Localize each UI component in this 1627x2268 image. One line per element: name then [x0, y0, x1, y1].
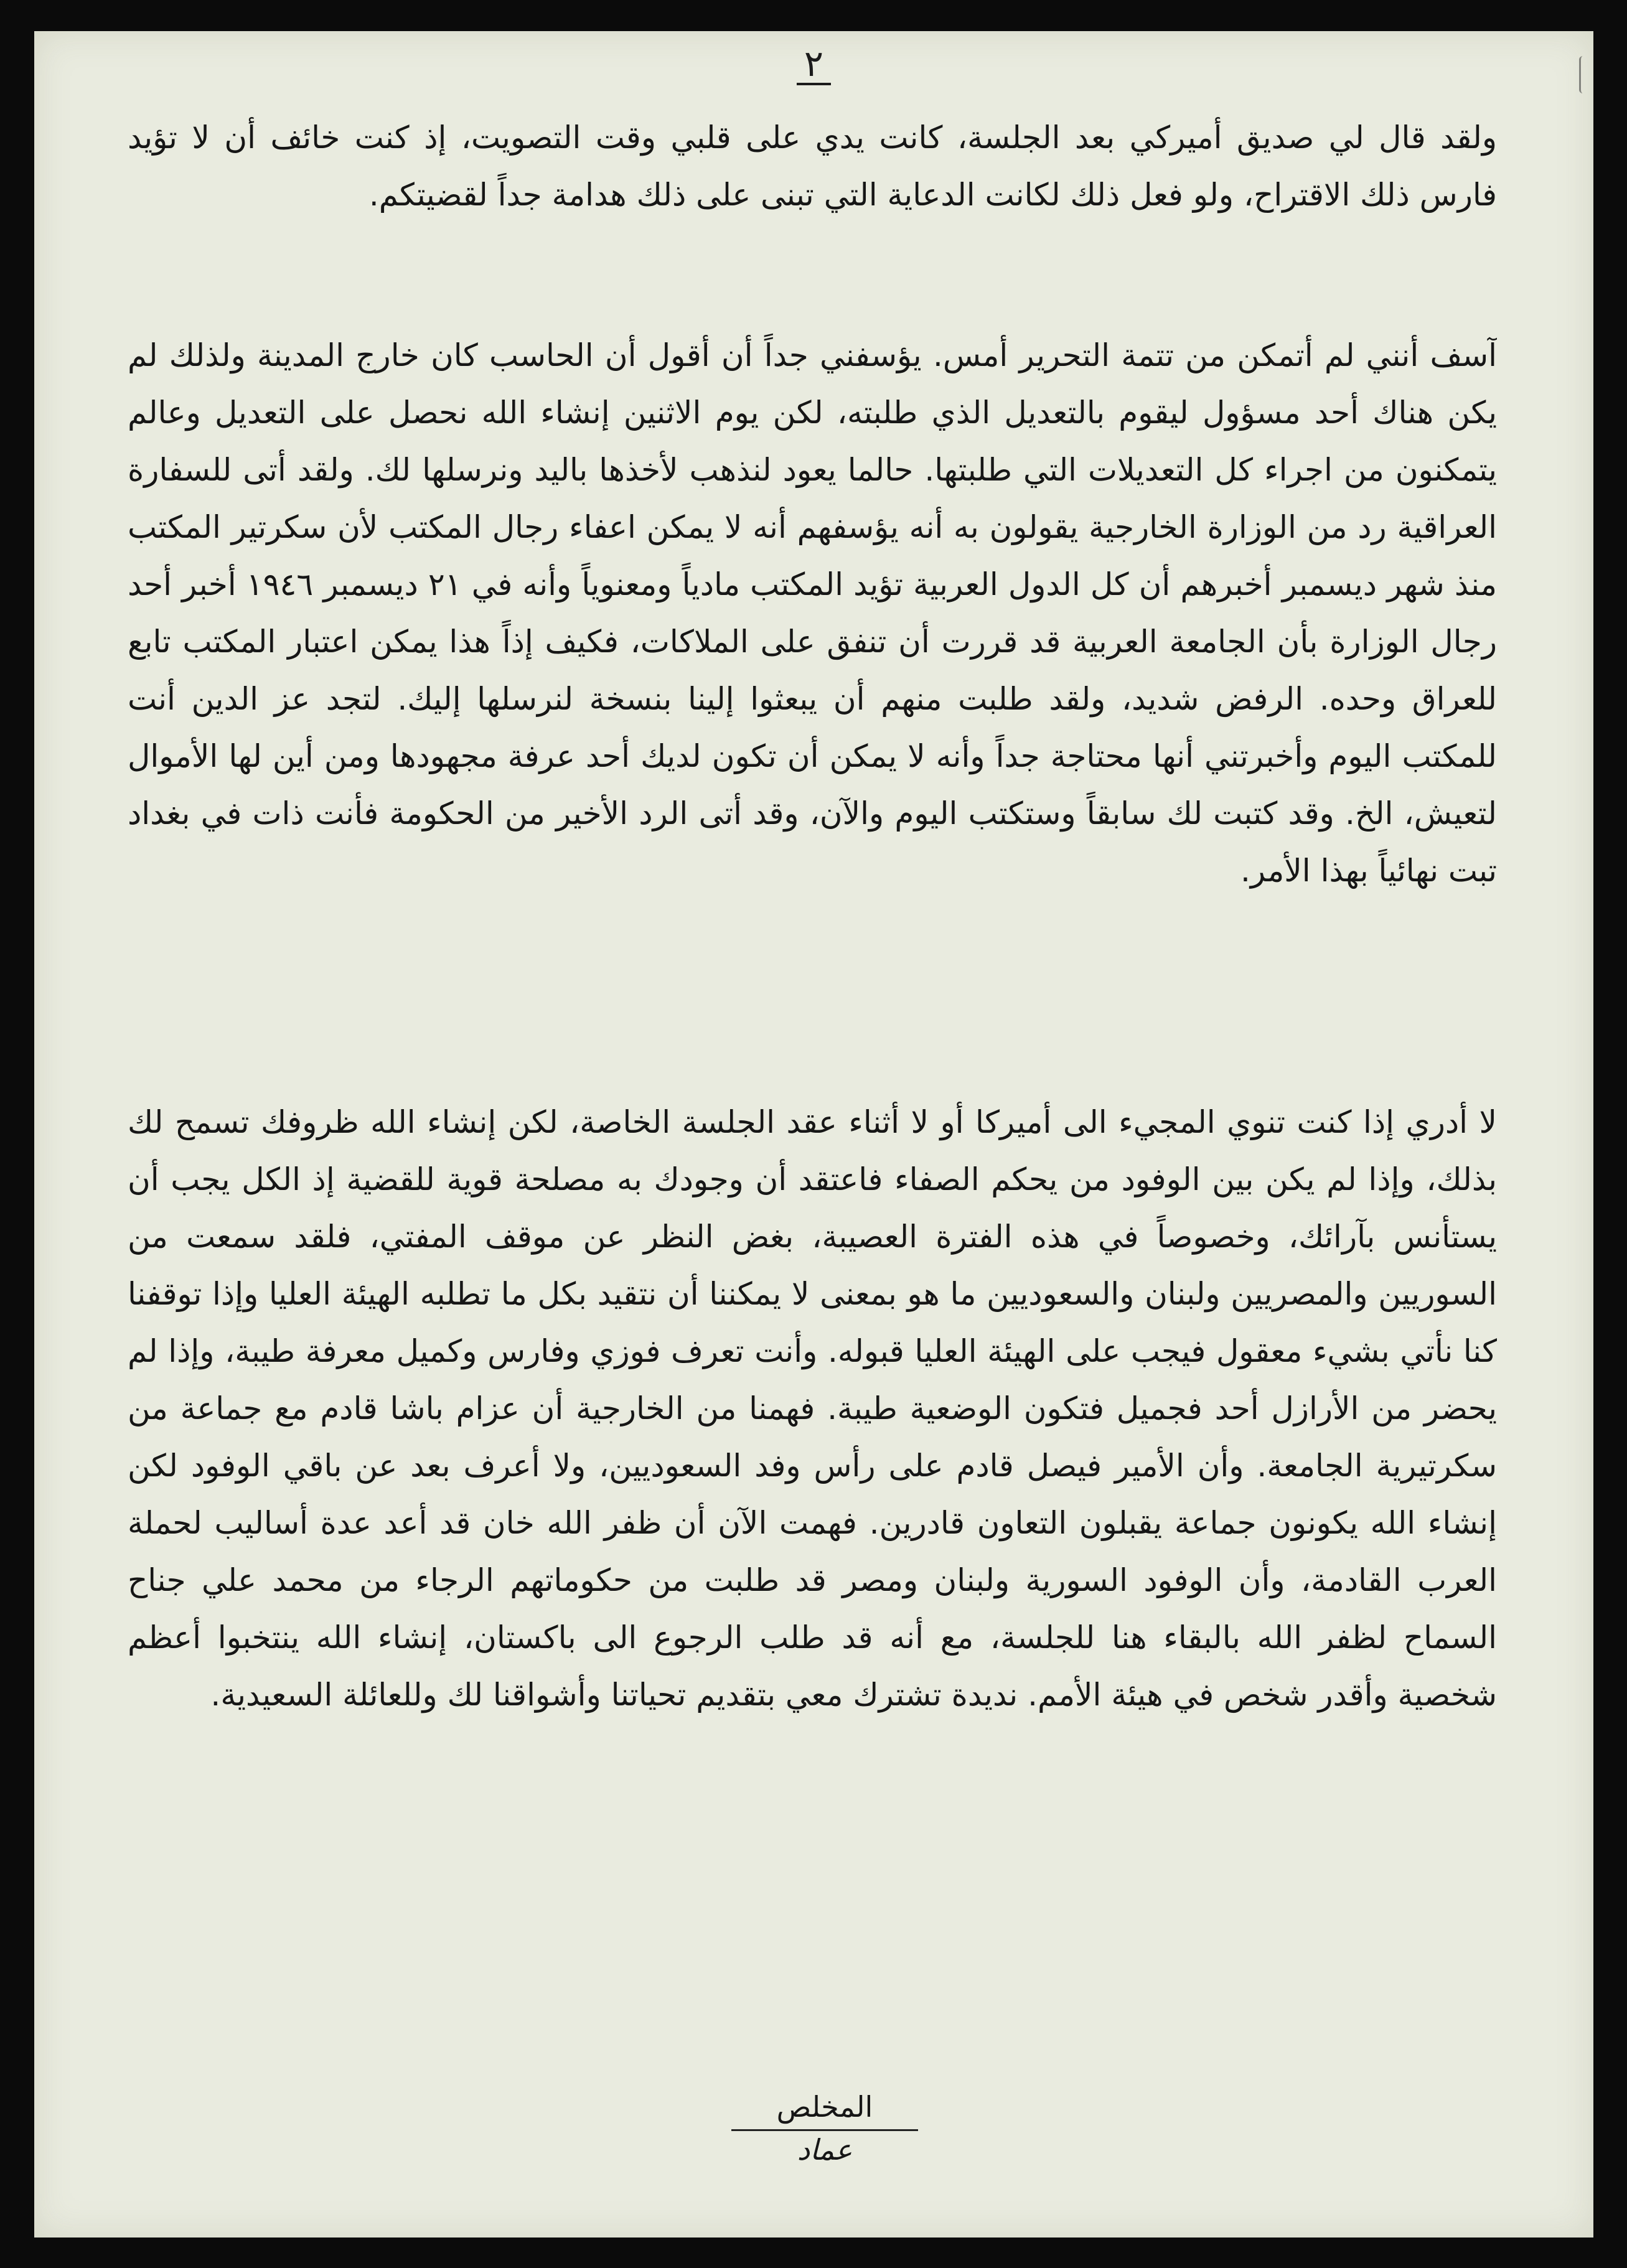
paragraph-3: لا أدري إذا كنت تنوي المجيء الى أميركا أو لا أثناء عقد الجلسة الخاصة، لكن إنشاء الله ظروفك تسمح لك بذلك، وإذا لم يكن بين الوفود من يحكم الصفاء فاعتقد أن وجودك به مصلحة قوية للقضية إذ الكل يجب أن يستأنس بآرائك، وخصوصاً في هذه الفترة العصيبة، بغض النظر عن موقف المفتي، فلقد سمعت من السوريين والمصريين ولبنان والسعوديين ما هو بمعنى لا يمكننا أن نتقيد بكل ما تطلبه الهيئة العليا وإذا توقفنا كنا نأتي بشيء معقول فيجب على الهيئة العليا قبوله. وأنت تعرف فوزي وفارس وكميل معرفة طيبة، وإذا لم يحضر من الأرازل أحد فجميل فتكون الوضعية طيبة. فهمنا من الخارجية أن عزام باشا قادم مع جماعة من سكرتيرية الجامعة. وأن الأمير فيصل قادم على رأس وفد السعوديين، ولا أعرف بعد عن باقي الوفود لكن إنشاء الله يكونون جماعة يقبلون التعاون قادرين. فهمت الآن أن ظفر الله خان قد أعد عدة أساليب لحملة العرب القادمة، وأن الوفود السورية ولبنان ومصر قد طلبت من حكوماتهم الرجاء من محمد علي جناح السماح لظفر الله بالبقاء هنا للجلسة، مع أنه قد طلب الرجوع الى باكستان، إنشاء الله ينتخبوا أعظم شخصية وأقدر شخص في هيئة الأمم. نديدة تشترك معي بتقديم تحياتنا وأشواقنا لك وللعائلة السعيدية. — [128, 1104, 1497, 1713]
page-number-text: ٢ — [797, 45, 831, 85]
signature: عماد — [797, 2133, 853, 2167]
letter-body — [128, 103, 1497, 1895]
closing-salutation: المخلص — [776, 2090, 873, 2124]
page-number — [34, 42, 1593, 85]
paragraph-2: آسف أنني لم أتمكن من تتمة التحرير أمس. يؤسفني جداً أن أقول أن الحاسب كان خارج المدينة ولذلك لم يكن هناك أحد مسؤول ليقوم بالتعديل الذي طلبته، لكن يوم الاثنين إنشاء الله نحصل على التعديل وعالم يتمكنون من اجراء كل التعديلات التي طلبتها. حالما يعود لنذهب لأخذها باليد ونرسلها لك. ولقد أتى للسفارة العراقية رد من الوزارة الخارجية يقولون به أنه يؤسفهم أنه لا يمكن اعفاء رجال المكتب لأن سكرتير المكتب منذ شهر ديسمبر أخبرهم أن كل الدول العربية تؤيد المكتب مادياً ومعنوياً وأنه في ٢١ ديسمبر ١٩٤٦ أخبر أحد رجال الوزارة بأن الجامعة العربية قد قررت أن تنفق على الملاكات، فكيف إذاً هذا يمكن اعتبار المكتب تابع للعراق وحده. الرفض شديد، ولقد طلبت منهم أن يبعثوا إلينا بنسخة لنرسلها إليك. لتجد عز الدين أنت للمكتب اليوم وأخبرتني أنها محتاجة جداً وأنه لا يمكن أن تكون لديك أحد عرفة مجهودها ومن أين لها الأموال لتعيش، الخ. وقد كتبت لك سابقاً وستكتب اليوم والآن، وقد أتى الرد الأخير من الحكومة فأنت ذات في بغداد تبت نهائياً بهذا الأمر. — [128, 337, 1497, 889]
letter-page — [34, 31, 1593, 2238]
signature-block — [694, 2088, 955, 2168]
paragraph-1: ولقد قال لي صديق أميركي بعد الجلسة، كانت يدي على قلبي وقت التصويت، إذ كنت خائف أن لا تؤيد فارس ذلك الاقتراح، ولو فعل ذلك لكانت الدعاية التي تبنى على ذلك هدامة جداً لقضيتكم. — [128, 119, 1497, 213]
